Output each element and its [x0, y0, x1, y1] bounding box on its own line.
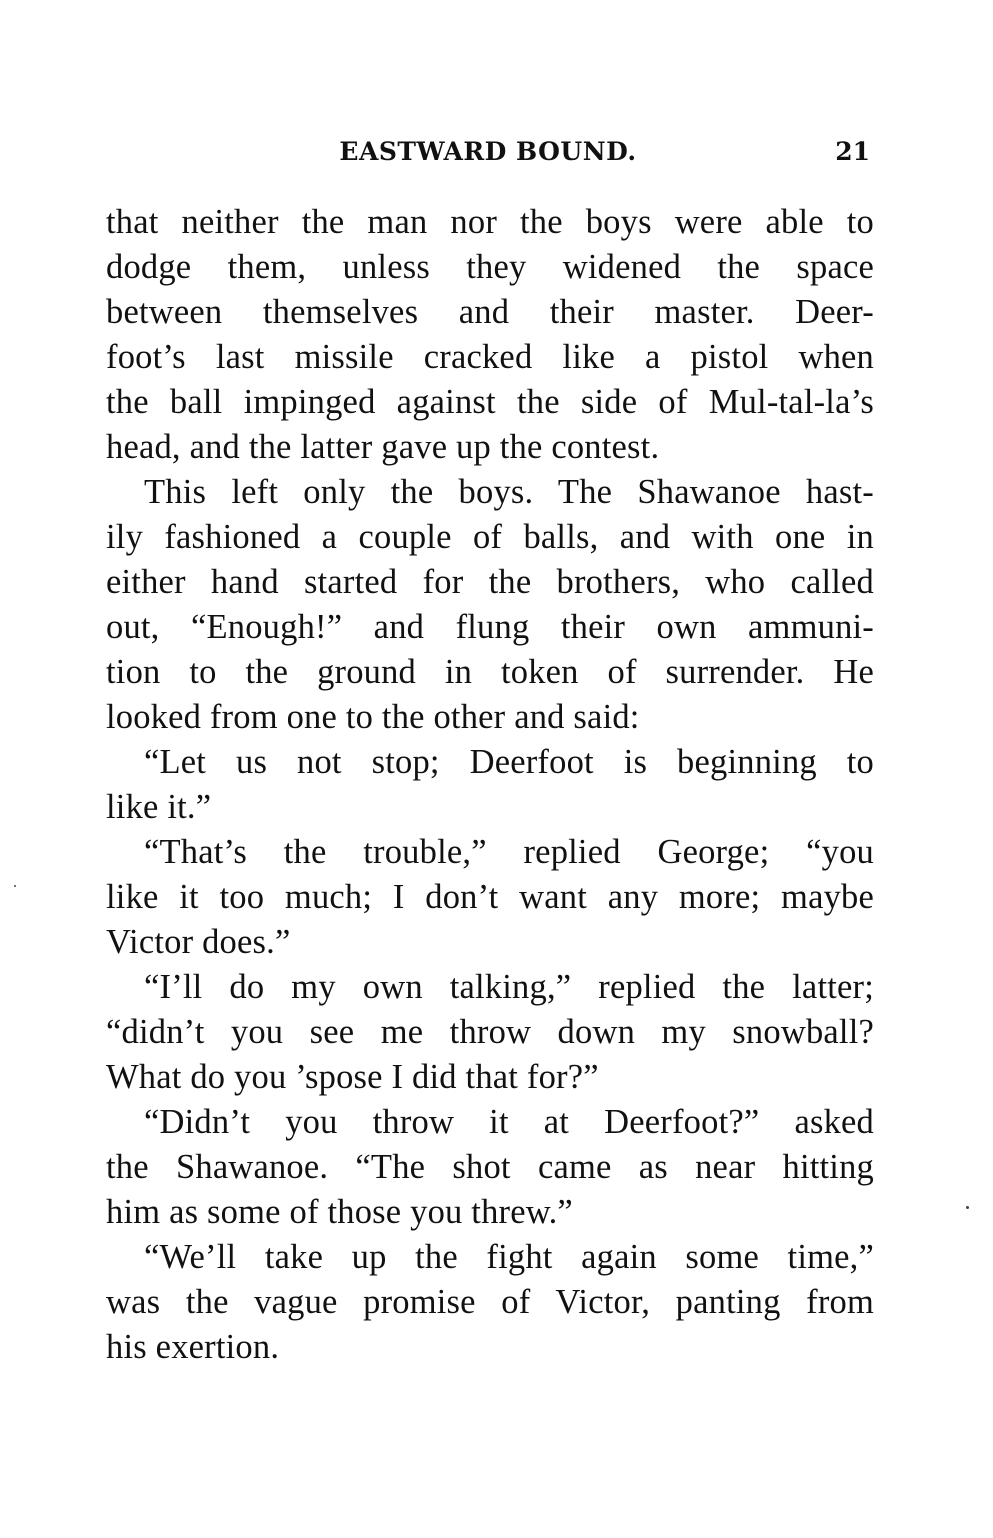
running-title: EASTWARD BOUND.	[339, 137, 637, 166]
text-line: like it.”	[106, 788, 212, 826]
text-line: the ball impinged against the side of Mul-tal-la’s	[106, 383, 874, 421]
text-line: that neither the man nor the boys were able to	[106, 203, 874, 241]
text-line: out, “Enough!” and flung their own ammuni-	[106, 608, 874, 646]
text-line: “That’s the trouble,” replied George; “you	[144, 833, 874, 871]
text-line: was the vague promise of Victor, panting from	[106, 1283, 874, 1321]
text-line: head, and the latter gave up the contest.	[106, 428, 660, 466]
text-line: “Didn’t you throw it at Deerfoot?” asked	[144, 1103, 874, 1141]
page-number: 21	[835, 137, 870, 166]
text-line: either hand started for the brothers, who called	[106, 563, 874, 601]
text-line: looked from one to the other and said:	[106, 698, 640, 736]
text-line: his exertion.	[106, 1328, 280, 1366]
text-line: “I’ll do my own talking,” replied the latter;	[144, 968, 874, 1006]
text-line: dodge them, unless they widened the space	[106, 248, 874, 286]
text-line: This left only the boys. The Shawanoe hast-	[144, 473, 874, 511]
text-line: “didn’t you see me throw down my snowball?	[106, 1013, 874, 1051]
text-line: like it too much; I don’t want any more; maybe	[106, 878, 874, 916]
text-line: “We’ll take up the fight again some time,”	[144, 1238, 874, 1276]
text-line: him as some of those you threw.”	[106, 1193, 573, 1231]
print-speck	[14, 885, 16, 887]
print-speck	[966, 1206, 969, 1209]
text-line: the Shawanoe. “The shot came as near hitting	[106, 1148, 874, 1186]
text-line: What do you ’spose I did that for?”	[106, 1058, 599, 1096]
text-line: between themselves and their master. Deer-	[106, 293, 874, 331]
text-line: ily fashioned a couple of balls, and with one in	[106, 518, 874, 556]
text-line: foot’s last missile cracked like a pistol when	[106, 338, 874, 376]
text-line: Victor does.”	[106, 923, 291, 961]
running-head	[108, 137, 868, 177]
body-text	[106, 200, 874, 1370]
text-line: “Let us not stop; Deerfoot is beginning to	[144, 743, 874, 781]
text-line: tion to the ground in token of surrender. He	[106, 653, 874, 691]
